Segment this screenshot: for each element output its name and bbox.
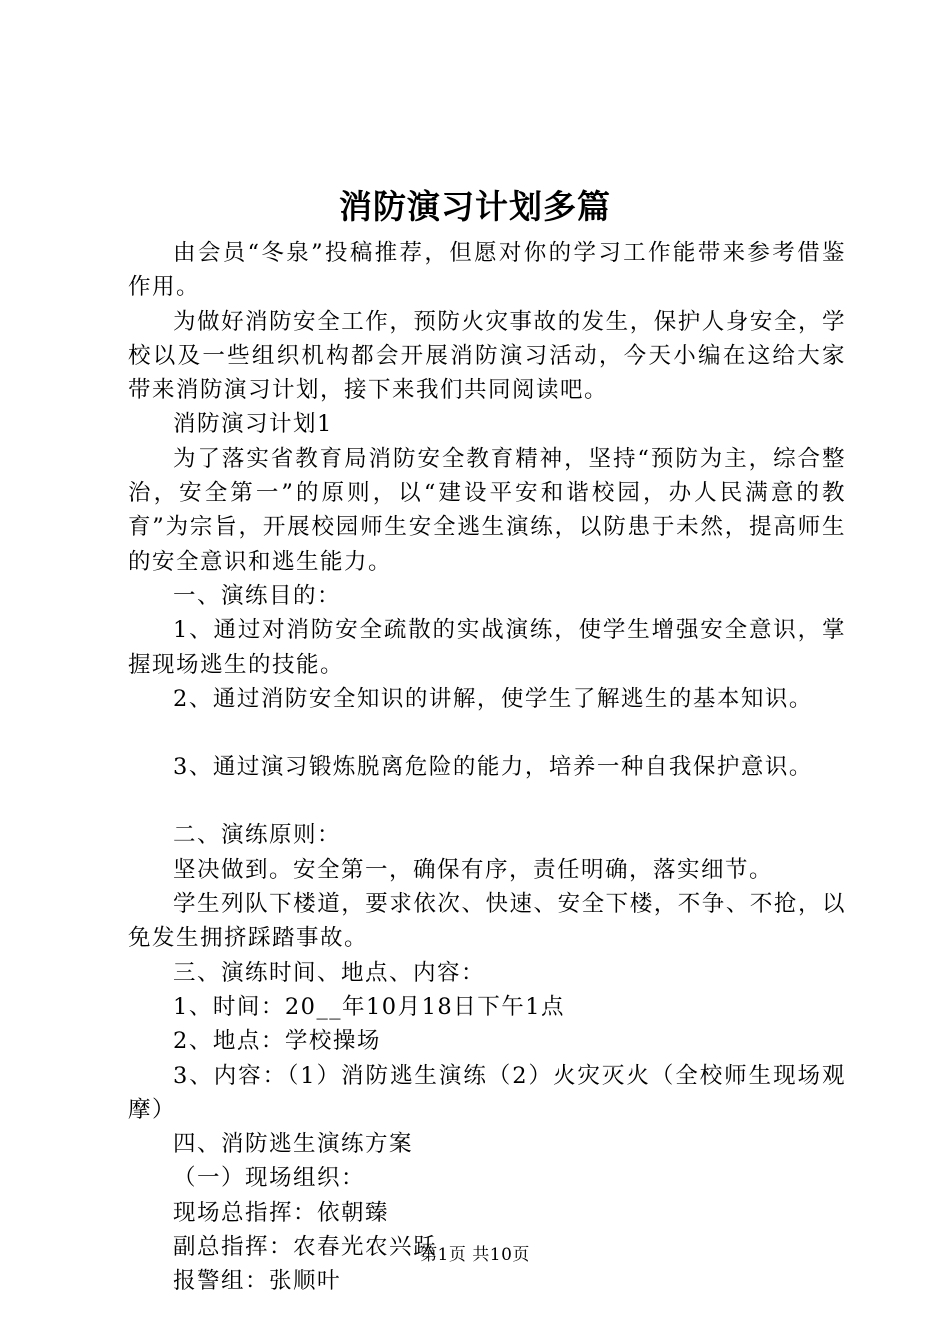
- list-item-objective-1: 1、通过对消防安全疏散的实战演练，使学生增强安全意识，掌握现场逃生的技能。: [128, 617, 846, 678]
- paragraph-background: 为做好消防安全工作，预防火灾事故的发生，保护人身安全，学校以及一些组织机构都会开展消防演习活动，今天小编在这给大家带来消防演习计划，接下来我们共同阅读吧。: [128, 308, 846, 404]
- list-item-commander: 现场总指挥：依朝臻: [173, 1199, 390, 1226]
- paragraph-purpose: 为了落实省教育局消防安全教育精神，坚持“预防为主，综合整治，安全第一”的原则，以“建设平安和谐校园，办人民满意的教育”为宗旨，开展校园师生安全逃生演练，以防患于未然，提高师生的安全意识和逃生能力。: [128, 445, 846, 575]
- list-item-alarm-group: 报警组：张顺叶: [173, 1268, 342, 1295]
- subsection-heading-organization: （一）现场组织：: [173, 1165, 366, 1192]
- page-footer: 第1页 共10页: [420, 1245, 530, 1265]
- section-heading-principles: 二、演练原则：: [173, 822, 342, 849]
- document-title: 消防演习计划多篇: [339, 187, 611, 226]
- list-item-deputy-commander: 副总指挥：农春光农兴跃: [173, 1234, 438, 1261]
- paragraph-principle-2: 学生列队下楼道，要求依次、快速、安全下楼，不争、不抢，以免发生拥挤踩踏事故。: [128, 891, 846, 952]
- list-item-objective-3: 3、通过演习锻炼脱离危险的能力，培养一种自我保护意识。: [173, 754, 813, 781]
- section-heading-plan: 四、消防逃生演练方案: [173, 1131, 414, 1158]
- list-item-place: 2、地点：学校操场: [173, 1028, 381, 1055]
- list-item-objective-2: 2、通过消防安全知识的讲解，使学生了解逃生的基本知识。: [173, 685, 813, 712]
- list-item-content: 3、内容：（1）消防逃生演练（2）火灾灭火（全校师生现场观摩）: [128, 1062, 846, 1123]
- paragraph-intro: 由会员“冬泉”投稿推荐，但愿对你的学习工作能带来参考借鉴作用。: [128, 240, 846, 301]
- paragraph-principle-1: 坚决做到。安全第一，确保有序，责任明确，落实细节。: [173, 856, 774, 883]
- list-item-time: 1、时间：20__年10月18日下午1点: [173, 993, 566, 1020]
- section-heading-time-place: 三、演练时间、地点、内容：: [173, 959, 486, 986]
- section-heading-plan-1: 消防演习计划1: [173, 411, 333, 438]
- section-heading-objectives: 一、演练目的：: [173, 582, 342, 609]
- document-body: [128, 236, 846, 1299]
